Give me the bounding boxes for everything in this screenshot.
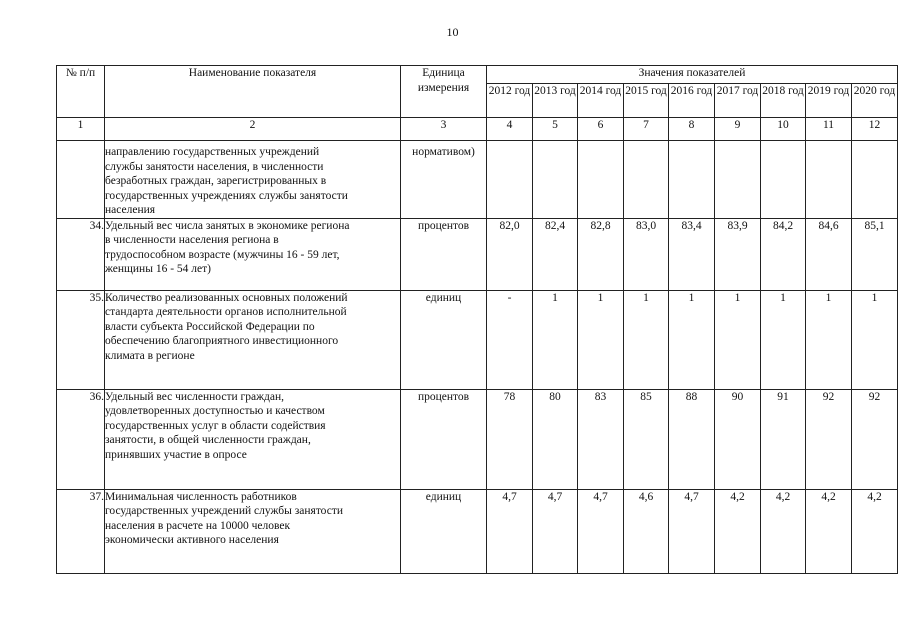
value-cell: [578, 141, 624, 219]
column-number: 12: [852, 118, 898, 141]
header-year: 2014 год: [578, 84, 624, 118]
indicator-name: [105, 489, 401, 573]
unit-cell: нормативом): [401, 141, 487, 219]
value-cell: 4,6: [624, 489, 669, 573]
header-name: Наименование показателя: [105, 66, 401, 118]
indicator-name: [105, 141, 401, 219]
value-cell: 1: [578, 290, 624, 389]
column-number: 3: [401, 118, 487, 141]
row-number: 36.: [57, 389, 105, 489]
header-values: Значения показателей: [487, 66, 898, 84]
value-cell: 1: [806, 290, 852, 389]
value-cell: [624, 141, 669, 219]
column-number: 5: [533, 118, 578, 141]
column-number: 10: [761, 118, 806, 141]
table-row: [57, 141, 898, 219]
value-cell: 1: [852, 290, 898, 389]
column-number: 6: [578, 118, 624, 141]
header-year: 2016 год: [669, 84, 715, 118]
table-row: [57, 218, 898, 290]
header-unit: Единица измерения: [401, 66, 487, 118]
value-cell: 85,1: [852, 218, 898, 290]
value-cell: 80: [533, 389, 578, 489]
value-cell: 1: [669, 290, 715, 389]
column-number: 2: [105, 118, 401, 141]
value-cell: 92: [806, 389, 852, 489]
value-cell: [533, 141, 578, 219]
value-cell: 83,0: [624, 218, 669, 290]
value-cell: 92: [852, 389, 898, 489]
indicators-table: [56, 65, 898, 574]
row-number: [57, 141, 105, 219]
header-year: 2017 год: [715, 84, 761, 118]
indicator-name: [105, 290, 401, 389]
value-cell: 85: [624, 389, 669, 489]
header-year: 2018 год: [761, 84, 806, 118]
value-cell: [715, 141, 761, 219]
column-number: 1: [57, 118, 105, 141]
value-cell: 82,0: [487, 218, 533, 290]
table-row: [57, 290, 898, 389]
value-cell: 83: [578, 389, 624, 489]
header-year: 2015 год: [624, 84, 669, 118]
value-cell: 4,7: [487, 489, 533, 573]
value-cell: [852, 141, 898, 219]
unit-cell: единиц: [401, 290, 487, 389]
unit-cell: процентов: [401, 218, 487, 290]
unit-cell: процентов: [401, 389, 487, 489]
value-cell: 4,2: [761, 489, 806, 573]
indicator-name-text: направлению государственных учреждений службы занятости населения, в численности безработных граждан, зарегистрированных в государственных учреждениях службы занятости населения: [105, 146, 348, 216]
indicator-name-text: Минимальная численность работников государственных учреждений службы занятости населения в расчете на 10000 человек экономически активного населения: [105, 490, 344, 546]
value-cell: 1: [533, 290, 578, 389]
value-cell: 84,2: [761, 218, 806, 290]
value-cell: 4,2: [715, 489, 761, 573]
row-number: 37.: [57, 489, 105, 573]
column-number: 9: [715, 118, 761, 141]
table-row: [57, 489, 898, 573]
value-cell: 82,8: [578, 218, 624, 290]
value-cell: 83,9: [715, 218, 761, 290]
value-cell: 1: [624, 290, 669, 389]
value-cell: 4,7: [533, 489, 578, 573]
header-row-main: [57, 66, 898, 84]
value-cell: 90: [715, 389, 761, 489]
header-year: 2013 год: [533, 84, 578, 118]
value-cell: [669, 141, 715, 219]
indicator-name: [105, 218, 401, 290]
value-cell: [806, 141, 852, 219]
value-cell: [761, 141, 806, 219]
column-number: 7: [624, 118, 669, 141]
indicator-name-text: Удельный вес числа занятых в экономике региона в численности населения региона в трудоспособном возрасте (мужчины 16 - 59 лет, женщины 16 - 54 лет): [105, 219, 350, 275]
value-cell: 4,7: [578, 489, 624, 573]
value-cell: 84,6: [806, 218, 852, 290]
column-number-row: [57, 118, 898, 141]
value-cell: 78: [487, 389, 533, 489]
value-cell: 4,2: [852, 489, 898, 573]
column-number: 4: [487, 118, 533, 141]
value-cell: 1: [715, 290, 761, 389]
unit-cell: единиц: [401, 489, 487, 573]
value-cell: 82,4: [533, 218, 578, 290]
table-row: [57, 389, 898, 489]
value-cell: -: [487, 290, 533, 389]
indicator-name: [105, 389, 401, 489]
value-cell: [487, 141, 533, 219]
value-cell: 1: [761, 290, 806, 389]
header-year: 2012 год: [487, 84, 533, 118]
page-number: 10: [446, 25, 459, 39]
value-cell: 83,4: [669, 218, 715, 290]
header-year: 2019 год: [806, 84, 852, 118]
value-cell: 88: [669, 389, 715, 489]
value-cell: 4,7: [669, 489, 715, 573]
row-number: 35.: [57, 290, 105, 389]
header-year: 2020 год: [852, 84, 898, 118]
row-number: 34.: [57, 218, 105, 290]
indicator-name-text: Удельный вес численности граждан, удовлетворенных доступностью и качеством государственных услуг в области содействия занятости, в общей численности граждан, принявших участие в опросе: [105, 390, 326, 461]
indicator-name-text: Количество реализованных основных положений стандарта деятельности органов исполнительной власти субъекта Российской Федерации по обеспечению благоприятного инвестиционного климата в регионе: [105, 291, 348, 362]
header-num: № п/п: [57, 66, 105, 118]
column-number: 8: [669, 118, 715, 141]
value-cell: 91: [761, 389, 806, 489]
value-cell: 4,2: [806, 489, 852, 573]
column-number: 11: [806, 118, 852, 141]
